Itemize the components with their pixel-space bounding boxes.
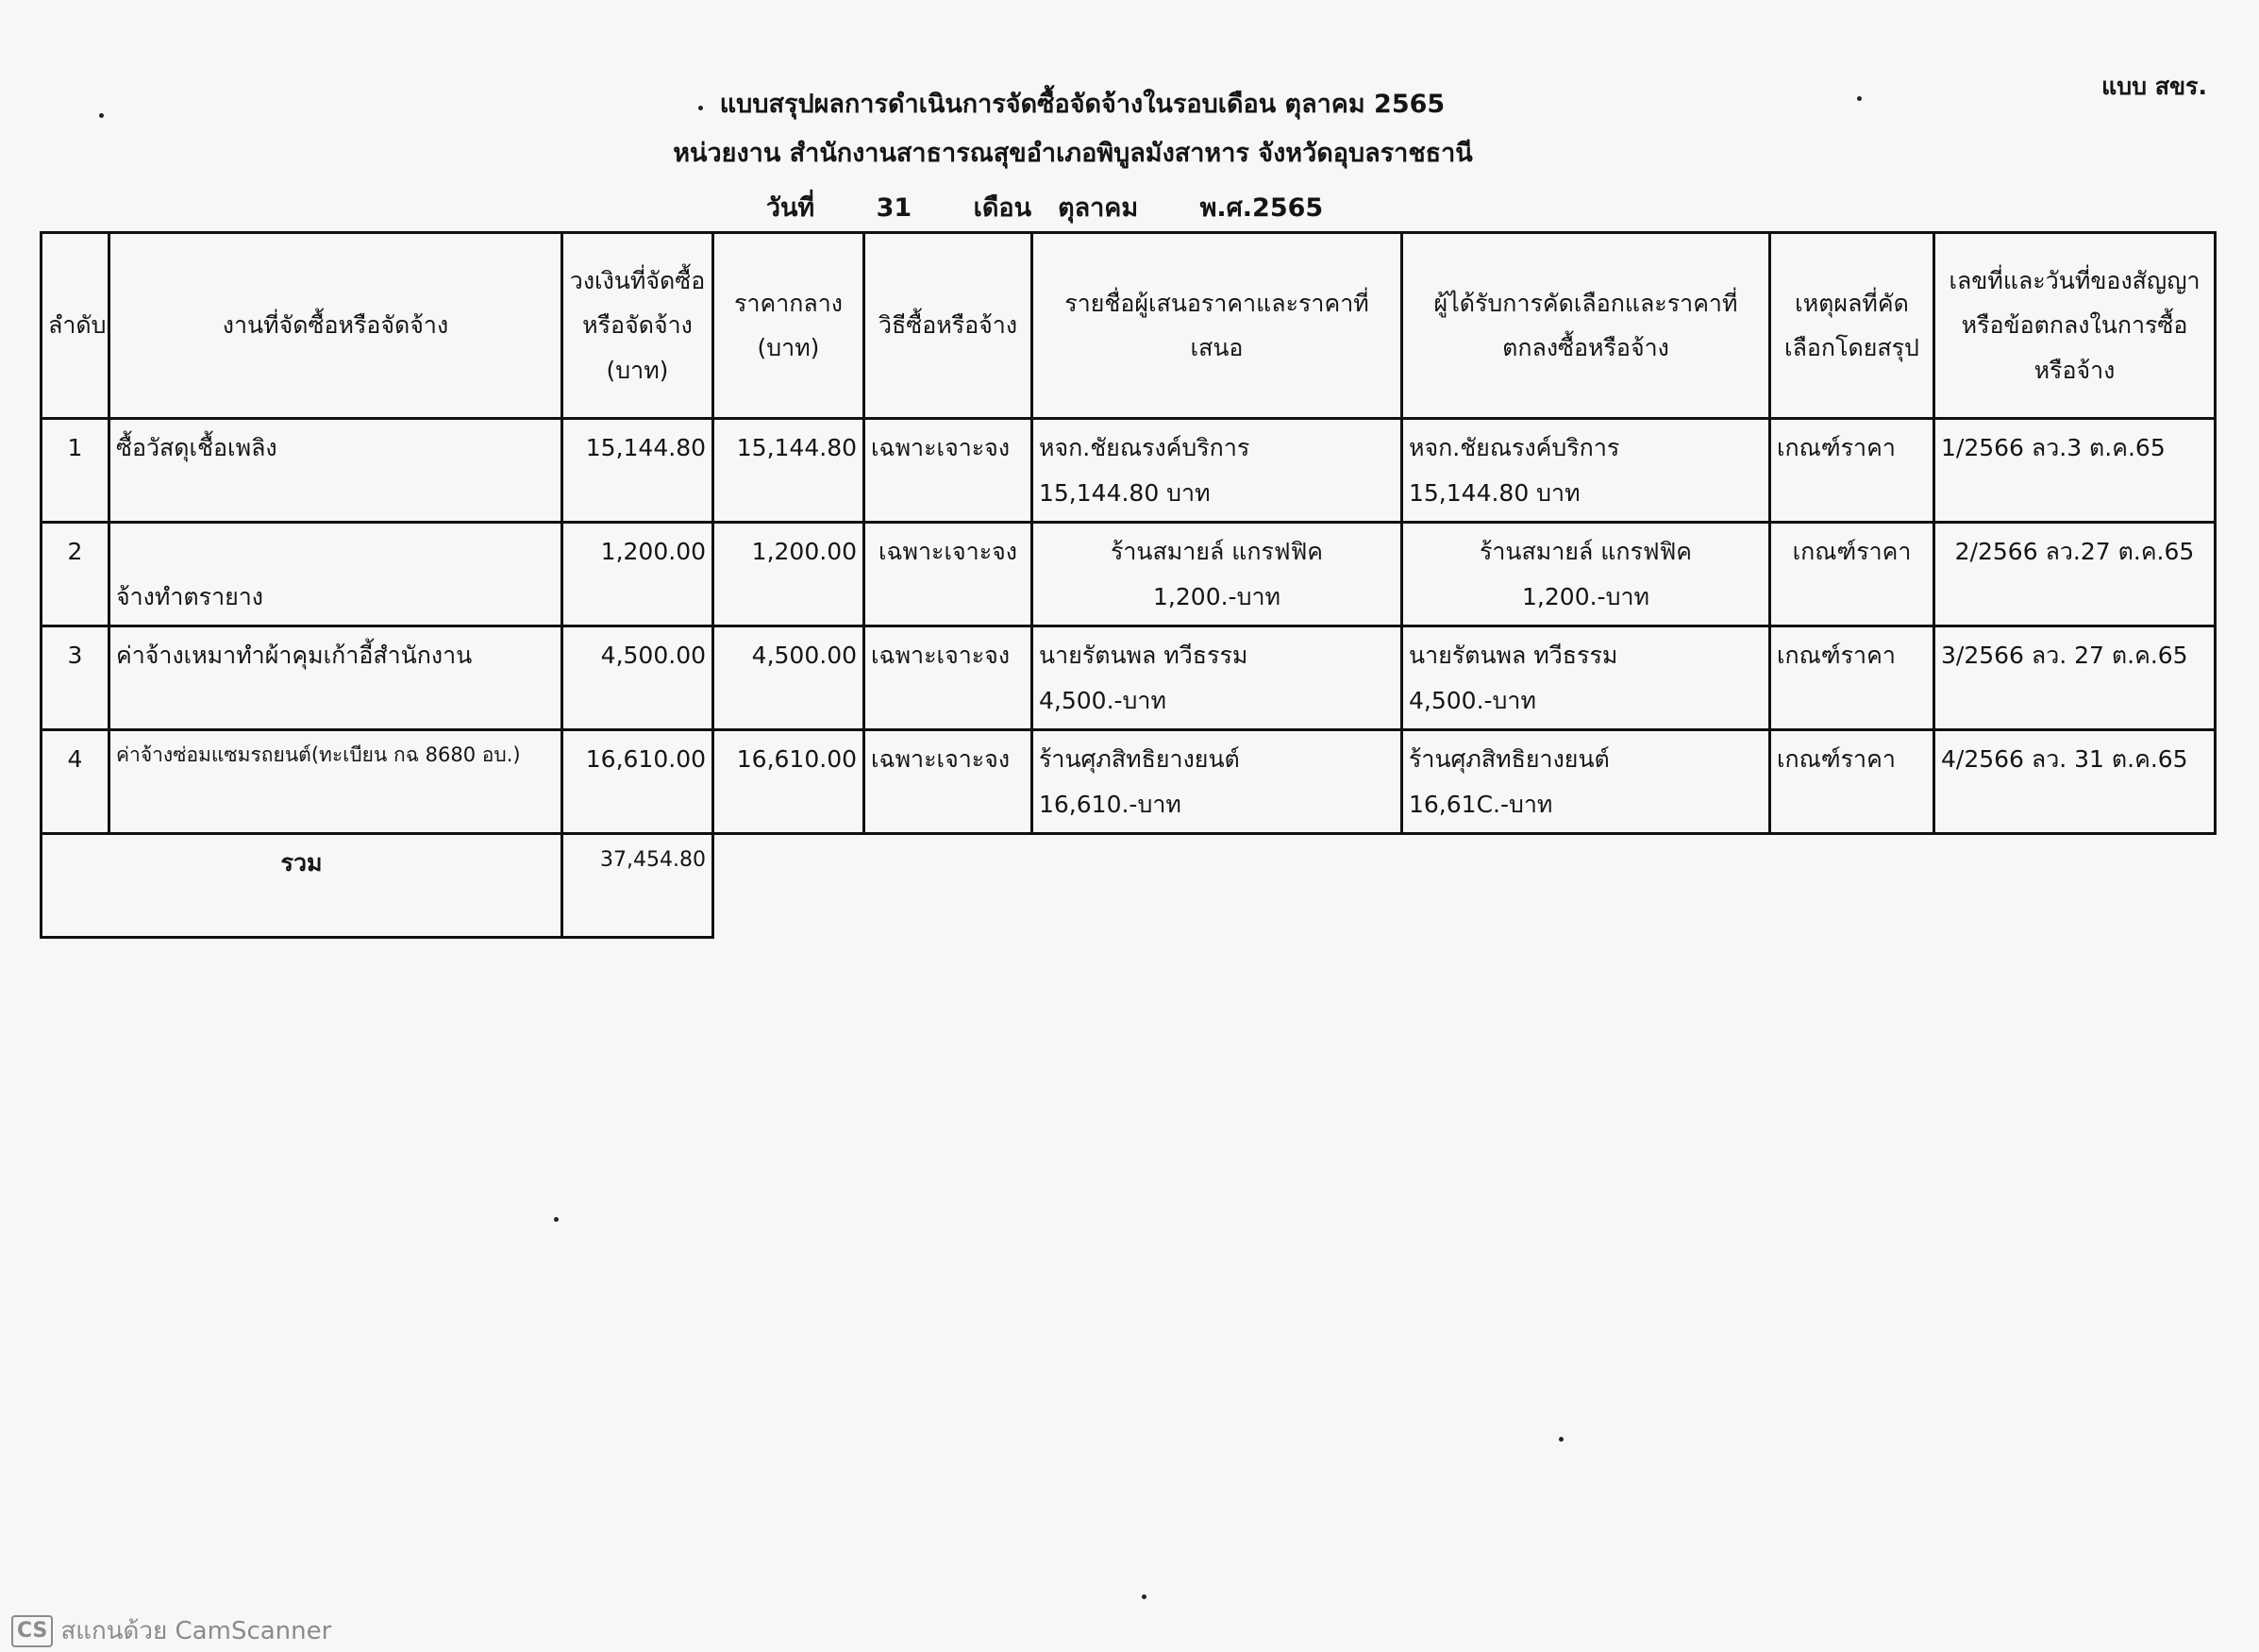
row-bidder: [1032, 523, 1402, 626]
winner-name: หจก.ชัยณรงค์บริการ: [1409, 434, 1620, 461]
camscanner-logo: CS: [11, 1615, 53, 1647]
camscanner-text: สแกนด้วย CamScanner: [60, 1617, 332, 1645]
winner-name: ร้านศุภสิทธิยางยนต์: [1409, 745, 1610, 773]
total-row: [42, 834, 2216, 938]
bidder-name: หจก.ชัยณรงค์บริการ: [1039, 434, 1250, 461]
row-budget: 15,144.80: [562, 419, 713, 523]
header-median-price: ราคากลาง (บาท): [713, 233, 864, 419]
date-label: วันที่: [765, 193, 815, 223]
winner-name: ร้านสมายล์ แกรฟฟิค: [1479, 538, 1693, 565]
bidder-name: ร้านศุภสิทธิยางยนต์: [1039, 745, 1240, 773]
header-winner: ผู้ได้รับการคัดเลือกและราคาที่ตกลงซื้อหรือจ้าง: [1402, 233, 1770, 419]
bidder-price: 16,610.-บาท: [1039, 790, 1181, 818]
winner-price: 4,500.-บาท: [1409, 686, 1536, 714]
row-reason: เกณฑ์ราคา: [1770, 419, 1934, 523]
row-reason: เกณฑ์ราคา: [1770, 626, 1934, 730]
row-method: เฉพาะเจาะจง: [864, 419, 1032, 523]
bidder-price: 15,144.80 บาท: [1039, 478, 1211, 507]
header-contract: เลขที่และวันที่ของสัญญาหรือข้อตกลงในการซื้อหรือจ้าง: [1934, 233, 2216, 419]
row-method: เฉพาะเจาะจง: [864, 730, 1032, 834]
row-contract: 3/2566 ลว. 27 ต.ค.65: [1934, 626, 2216, 730]
header-method: วิธีซื้อหรือจ้าง: [864, 233, 1032, 419]
row-no: 1: [42, 419, 109, 523]
winner-price: 15,144.80 บาท: [1409, 478, 1581, 507]
row-reason: เกณฑ์ราคา: [1770, 523, 1934, 626]
form-code: แบบ สขร.: [2101, 73, 2207, 100]
row-contract: 1/2566 ลว.3 ต.ค.65: [1934, 419, 2216, 523]
row-contract: 4/2566 ลว. 31 ต.ค.65: [1934, 730, 2216, 834]
blank-area: [713, 834, 2216, 938]
scan-speck: [554, 1217, 559, 1222]
agency-line: หน่วยงาน สำนักงานสาธารณสุขอำเภอพิบูลมังสาหาร จังหวัดอุบลราชธานี: [673, 139, 1473, 168]
table-row: [42, 419, 2216, 523]
table-row: [42, 730, 2216, 834]
bidder-name: นายรัตนพล ทวีธรรม: [1039, 642, 1248, 669]
winner-price: 1,200.-บาท: [1522, 582, 1649, 610]
year-value: พ.ศ.2565: [1199, 193, 1324, 223]
row-budget: 1,200.00: [562, 523, 713, 626]
row-method: เฉพาะเจาะจง: [864, 626, 1032, 730]
row-winner: [1402, 626, 1770, 730]
row-method: เฉพาะเจาะจง: [864, 523, 1032, 626]
bidder-price: 1,200.-บาท: [1153, 582, 1280, 610]
scan-speck: [1142, 1594, 1146, 1599]
row-winner: [1402, 523, 1770, 626]
row-budget: 16,610.00: [562, 730, 713, 834]
row-bidder: [1032, 730, 1402, 834]
bidder-name: ร้านสมายล์ แกรฟฟิค: [1110, 538, 1324, 565]
total-value: 37,454.80: [562, 834, 713, 938]
row-contract: 2/2566 ลว.27 ต.ค.65: [1934, 523, 2216, 626]
document-title: แบบสรุปผลการดำเนินการจัดซื้อจัดจ้างในรอบเดือน ตุลาคม 2565: [719, 90, 1446, 119]
row-reason: เกณฑ์ราคา: [1770, 730, 1934, 834]
table-header-row: [42, 233, 2216, 419]
header-reason: เหตุผลที่คัดเลือกโดยสรุป: [1770, 233, 1934, 419]
bidder-price: 4,500.-บาท: [1039, 686, 1166, 714]
month-label: เดือน: [973, 193, 1032, 223]
row-bidder: [1032, 419, 1402, 523]
date-day: 31: [876, 193, 912, 223]
procurement-table: [40, 231, 2217, 939]
total-label: รวม: [42, 834, 562, 938]
row-work: ค่าจ้างเหมาทำผ้าคุมเก้าอี้สำนักงาน: [109, 626, 562, 730]
row-budget: 4,500.00: [562, 626, 713, 730]
row-work: ค่าจ้างซ่อมแซมรถยนต์(ทะเบียน กฉ 8680 อบ.): [109, 730, 562, 834]
header-bidders: รายชื่อผู้เสนอราคาและราคาที่เสนอ: [1032, 233, 1402, 419]
row-no: 2: [42, 523, 109, 626]
row-median-price: 1,200.00: [713, 523, 864, 626]
month-value: ตุลาคม: [1058, 193, 1139, 223]
row-median-price: 4,500.00: [713, 626, 864, 730]
row-work: จ้างทำตรายาง: [109, 523, 562, 626]
row-no: 4: [42, 730, 109, 834]
camscanner-watermark: [11, 1611, 331, 1650]
row-winner: [1402, 730, 1770, 834]
row-work: ซื้อวัสดุเชื้อเพลิง: [109, 419, 562, 523]
scan-speck: [1559, 1437, 1564, 1442]
row-bidder: [1032, 626, 1402, 730]
table-row: [42, 523, 2216, 626]
table-row: [42, 626, 2216, 730]
row-winner: [1402, 419, 1770, 523]
header-no: ลำดับ: [42, 233, 109, 419]
date-line: [0, 187, 2174, 227]
winner-name: นายรัตนพล ทวีธรรม: [1409, 642, 1618, 669]
row-median-price: 16,610.00: [713, 730, 864, 834]
winner-price: 16,61C.-บาท: [1409, 790, 1553, 818]
header-work: งานที่จัดซื้อหรือจัดจ้าง: [109, 233, 562, 419]
row-median-price: 15,144.80: [713, 419, 864, 523]
row-no: 3: [42, 626, 109, 730]
header-budget: วงเงินที่จัดซื้อหรือจัดจ้าง (บาท): [562, 233, 713, 419]
